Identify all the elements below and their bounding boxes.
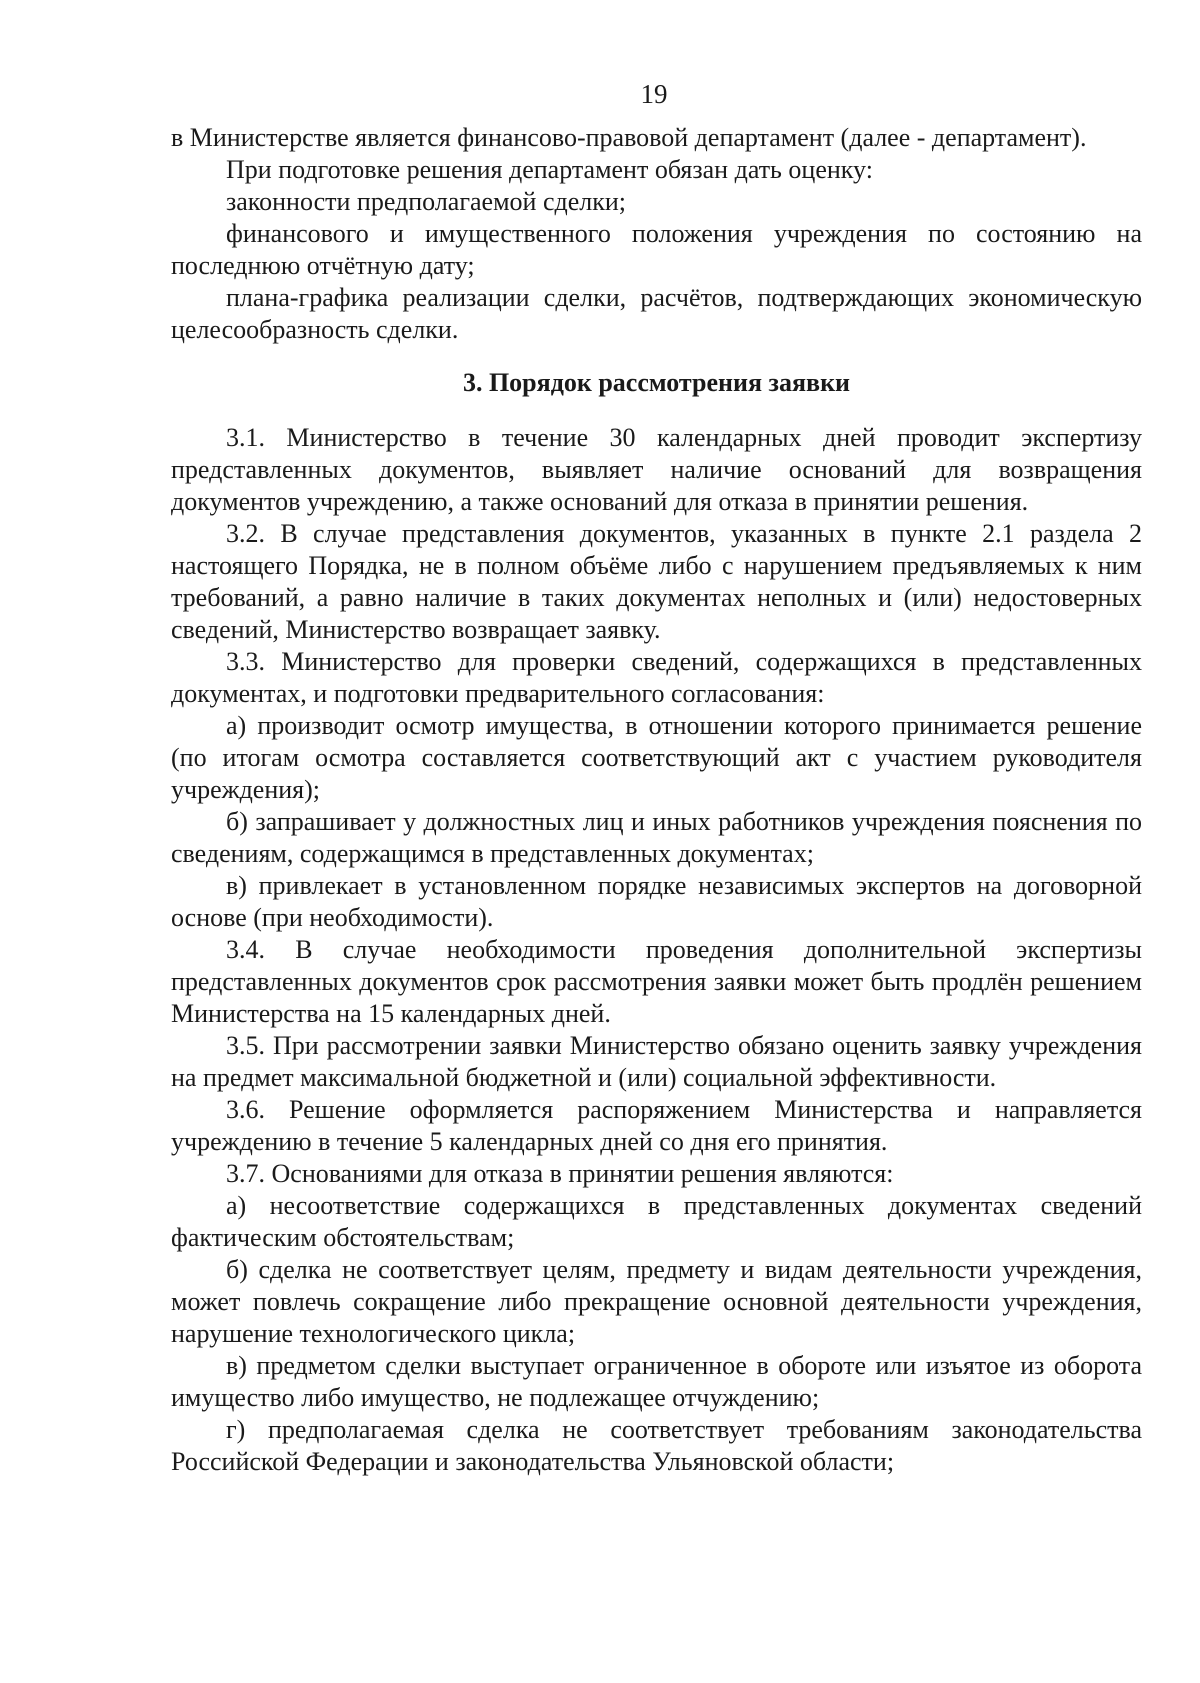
paragraph-department: в Министерстве является финансово-правовой департамент (далее - департамент). xyxy=(171,123,1087,152)
paragraph-3-6: 3.6. Решение оформляется распоряжением Министерства и направляется учреждению в течение 5 календарных дней со дня его принятия. xyxy=(171,1095,1142,1156)
paragraph-assessment-intro: При подготовке решения департамент обязан дать оценку: xyxy=(226,155,873,184)
paragraph-3-5: 3.5. При рассмотрении заявки Министерство обязано оценить заявку учреждения на предмет максимальной бюджетной и (или) социальной эффективности. xyxy=(171,1031,1142,1092)
page-number: 19 xyxy=(640,79,668,109)
document-body xyxy=(171,122,1142,1478)
paragraph-financial-state: финансового и имущественного положения учреждения по состоянию на последнюю отчётную дату; xyxy=(171,219,1142,280)
paragraph-3-2: 3.2. В случае представления документов, указанных в пункте 2.1 раздела 2 настоящего Порядка, не в полном объёме либо с нарушением предъявляемых к ним требований, а равно наличие в таких документах неполных и (или) недостоверных сведений, Министерство возвращает заявку. xyxy=(171,519,1142,644)
paragraph-3-7-v: в) предметом сделки выступает ограниченное в обороте или изъятое из оборота имущество либо имущество, не подлежащее отчуждению; xyxy=(171,1351,1142,1412)
paragraph-legality: законности предполагаемой сделки; xyxy=(226,187,627,216)
paragraph-3-1: 3.1. Министерство в течение 30 календарных дней проводит экспертизу представленных документов, выявляет наличие оснований для возвращения документов учреждению, а также оснований для отказа в принятии решения. xyxy=(171,423,1142,516)
paragraph-schedule: плана-графика реализации сделки, расчётов, подтверждающих экономическую целесообразность сделки. xyxy=(171,283,1142,344)
paragraph-3-7: 3.7. Основаниями для отказа в принятии решения являются: xyxy=(226,1159,894,1188)
paragraph-3-7-b: б) сделка не соответствует целям, предмету и видам деятельности учреждения, может повлечь сокращение либо прекращение основной деятельности учреждения, нарушение технологического цикла; xyxy=(171,1255,1142,1348)
section-heading: 3. Порядок рассмотрения заявки xyxy=(462,368,851,397)
paragraph-3-7-a: а) несоответствие содержащихся в представленных документах сведений фактическим обстоятельствам; xyxy=(171,1191,1142,1252)
paragraph-3-7-g: г) предполагаемая сделка не соответствует требованиям законодательства Российской Федерации и законодательства Ульяновской области; xyxy=(171,1415,1142,1476)
paragraph-3-3-a: а) производит осмотр имущества, в отношении которого принимается решение (по итогам осмотра составляется соответствующий акт с участием руководителя учреждения); xyxy=(171,711,1142,804)
paragraph-3-3-b: б) запрашивает у должностных лиц и иных работников учреждения пояснения по сведениям, содержащимся в представленных документах; xyxy=(171,807,1142,868)
paragraph-3-4: 3.4. В случае необходимости проведения дополнительной экспертизы представленных документов срок рассмотрения заявки может быть продлён решением Министерства на 15 календарных дней. xyxy=(171,935,1142,1028)
paragraph-3-3-v: в) привлекает в установленном порядке независимых экспертов на договорной основе (при необходимости). xyxy=(171,871,1142,932)
paragraph-3-3: 3.3. Министерство для проверки сведений, содержащихся в представленных документах, и подготовки предварительного согласования: xyxy=(171,647,1142,708)
